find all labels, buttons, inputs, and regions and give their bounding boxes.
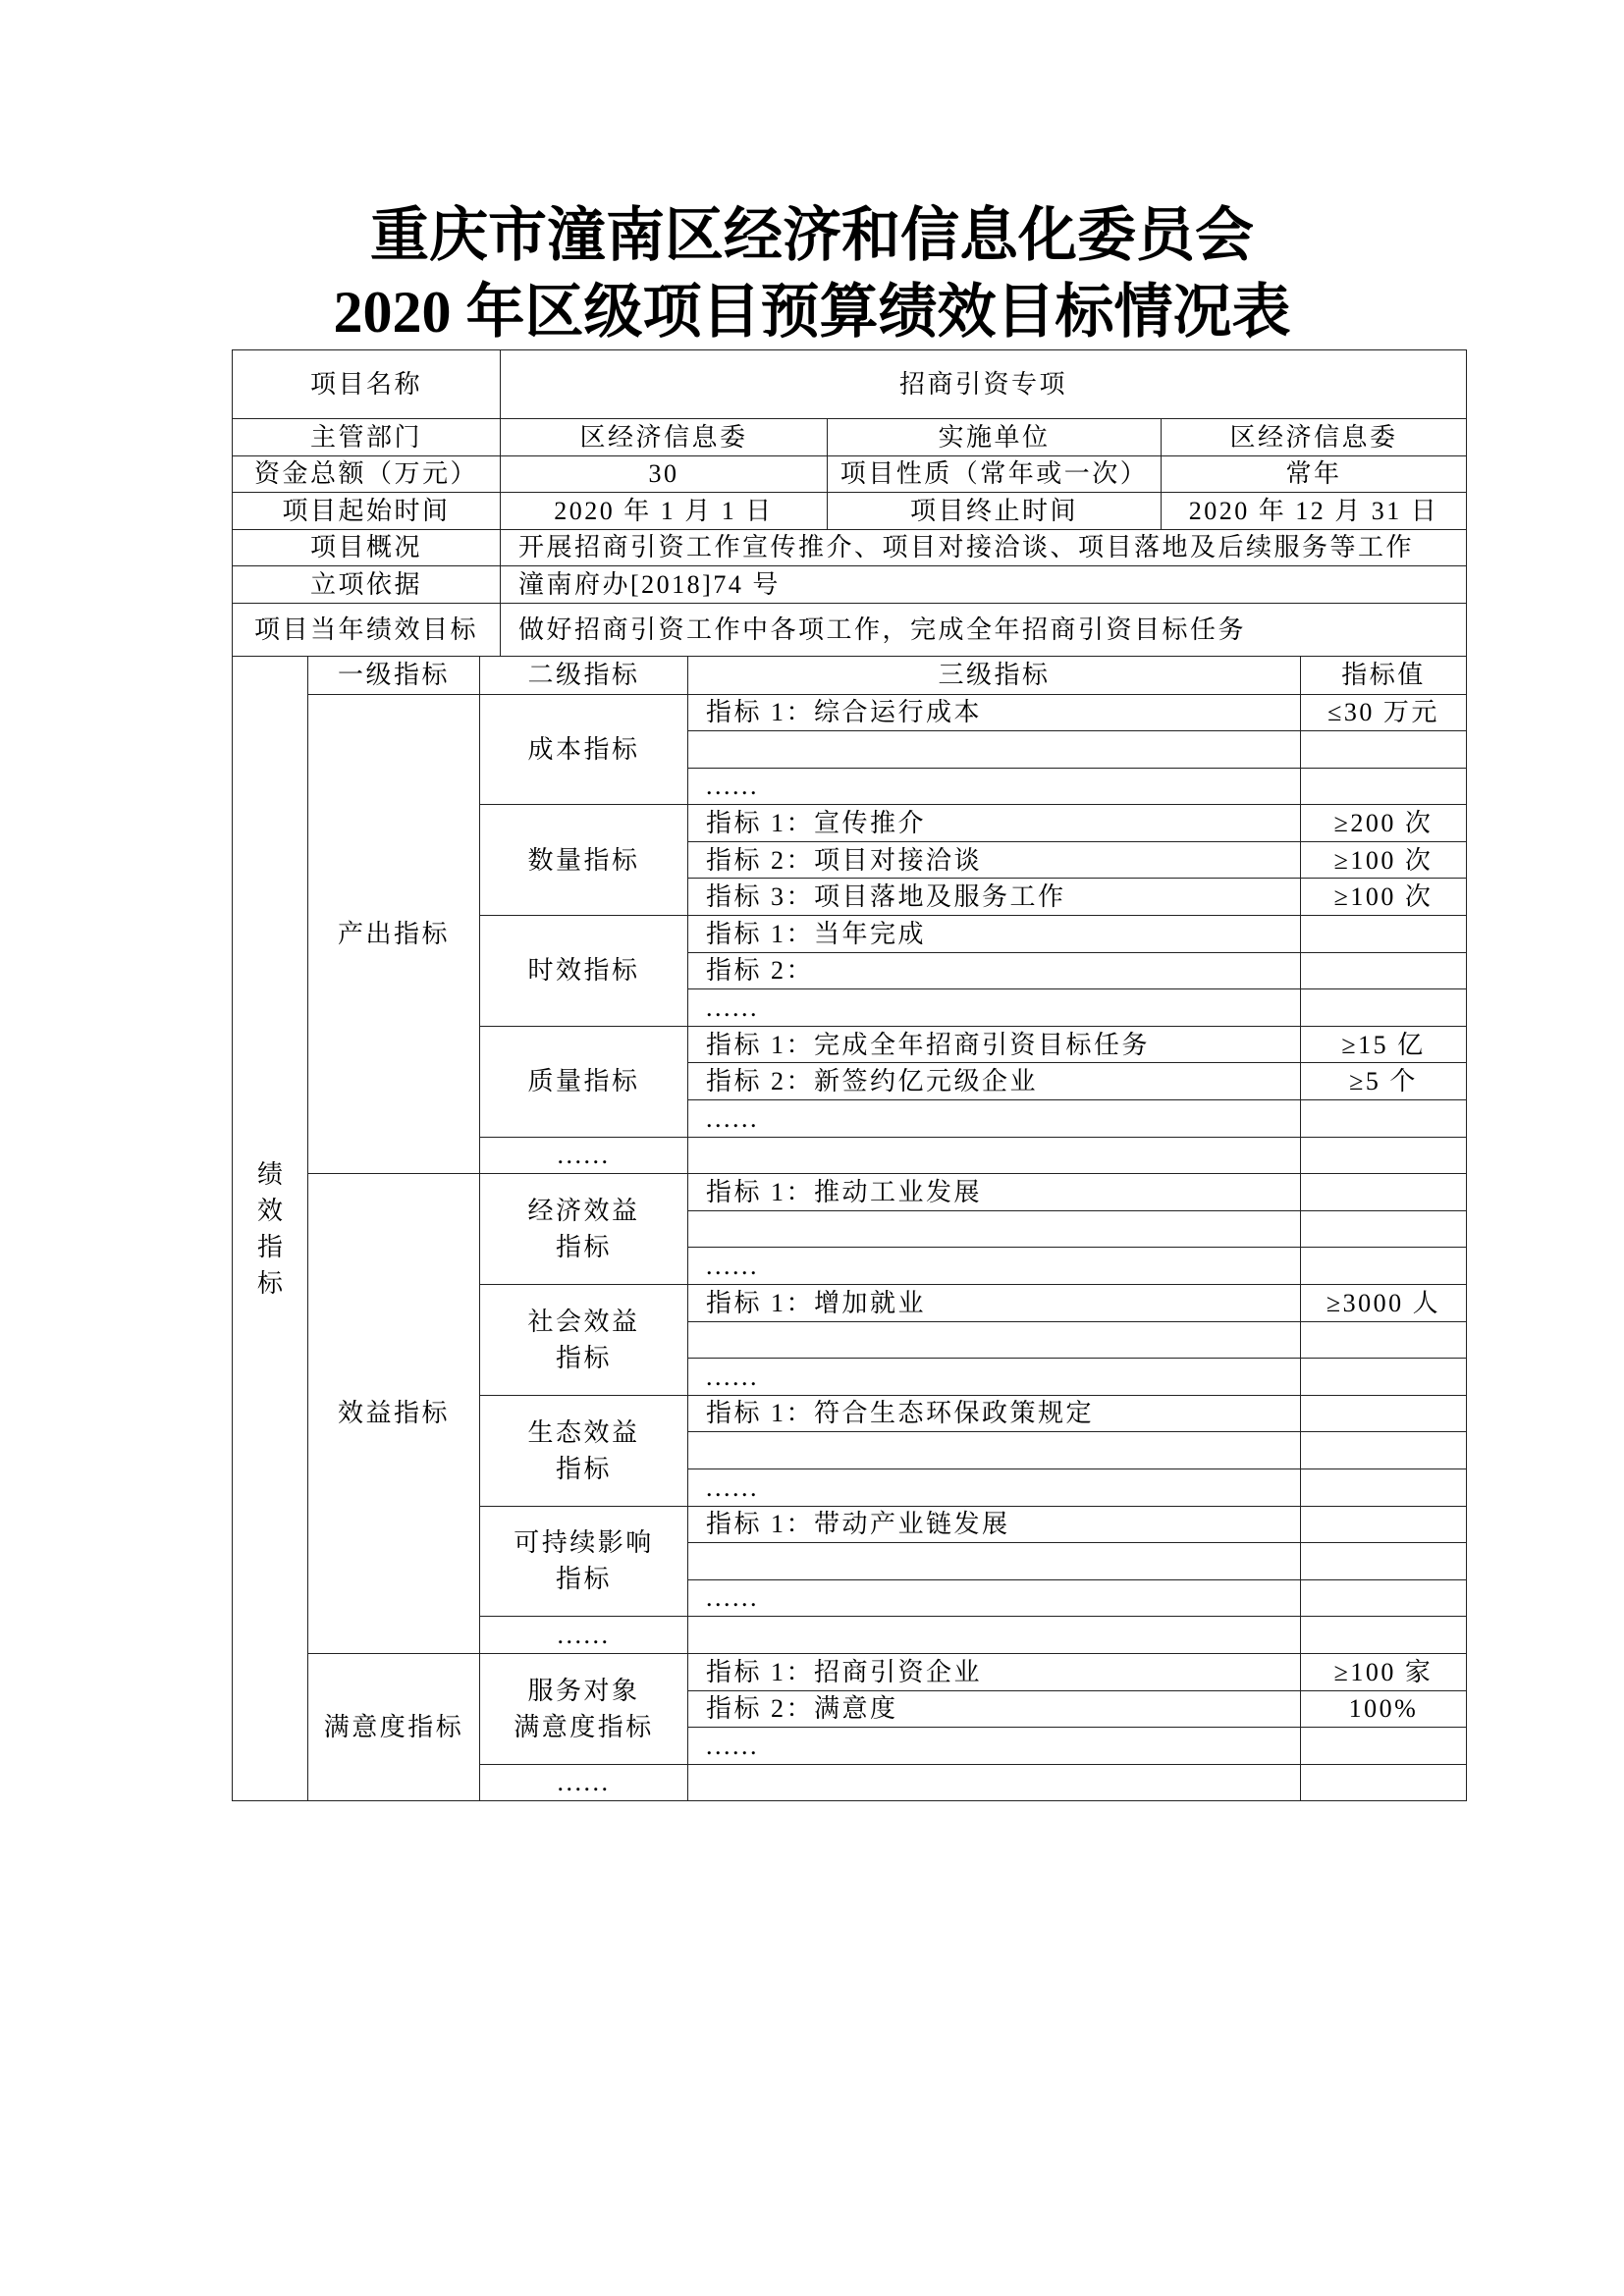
- indicator-name: ......: [688, 1100, 1301, 1138]
- indicator-value-empty: [1301, 989, 1467, 1027]
- nature-label: 项目性质（常年或一次）: [828, 456, 1162, 493]
- period-row: [233, 493, 1467, 530]
- level1-benefit: 效益指标: [308, 1174, 480, 1654]
- project-name-value: 招商引资专项: [501, 350, 1467, 419]
- basis-row: [233, 566, 1467, 604]
- table-row: [233, 694, 1467, 731]
- level2-timeliness: 时效指标: [480, 916, 688, 1027]
- level2-header: 二级指标: [480, 657, 688, 694]
- goal-label: 项目当年绩效目标: [233, 604, 501, 657]
- basis-value: 潼南府办[2018]74 号: [501, 566, 1467, 604]
- overview-label: 项目概况: [233, 530, 501, 566]
- fund-label: 资金总额（万元）: [233, 456, 501, 493]
- indicator-value: ≥100 次: [1301, 879, 1467, 916]
- indicator-name: 指标 2：满意度: [688, 1690, 1301, 1728]
- table-row: [233, 1653, 1467, 1690]
- indicator-name-empty: [688, 1543, 1301, 1580]
- dept-label: 主管部门: [233, 419, 501, 456]
- indicator-name-empty: [688, 1137, 1301, 1174]
- level1-output: 产出指标: [308, 694, 480, 1174]
- indicator-name: 指标 1：宣传推介: [688, 805, 1301, 842]
- overview-row: [233, 530, 1467, 566]
- nature-value: 常年: [1162, 456, 1467, 493]
- indicator-value: ≥5 个: [1301, 1063, 1467, 1100]
- indicator-value-empty: [1301, 1506, 1467, 1543]
- level1-satisfaction: 满意度指标: [308, 1653, 480, 1800]
- overview-value: 开展招商引资工作宣传推介、项目对接洽谈、项目落地及后续服务等工作: [501, 530, 1467, 566]
- indicator-value-empty: [1301, 952, 1467, 989]
- dept-value: 区经济信息委: [501, 419, 828, 456]
- indicator-name: ......: [688, 1359, 1301, 1396]
- indicator-value-empty: [1301, 1728, 1467, 1765]
- level2-benefit-more: ......: [480, 1617, 688, 1654]
- indicator-value-empty: [1301, 1210, 1467, 1248]
- indicator-value-empty: [1301, 731, 1467, 769]
- indicator-value: ≥200 次: [1301, 805, 1467, 842]
- project-name-label: 项目名称: [233, 350, 501, 419]
- indicator-value-empty: [1301, 1395, 1467, 1432]
- project-name-row: [233, 350, 1467, 419]
- level2-economic: 经济效益 指标: [480, 1174, 688, 1285]
- goal-row: [233, 604, 1467, 657]
- indicator-name-empty: [688, 731, 1301, 769]
- level3-header: 三级指标: [688, 657, 1301, 694]
- indicator-value-empty: [1301, 1543, 1467, 1580]
- indicator-value: ≥100 家: [1301, 1653, 1467, 1690]
- indicator-value-empty: [1301, 1248, 1467, 1285]
- indicator-value: ≥3000 人: [1301, 1285, 1467, 1322]
- indicator-name: 指标 1：带动产业链发展: [688, 1506, 1301, 1543]
- indicator-value-empty: [1301, 1432, 1467, 1469]
- indicator-value-empty: [1301, 1359, 1467, 1396]
- indicator-name: 指标 1：增加就业: [688, 1285, 1301, 1322]
- indicator-name: 指标 2：新签约亿元级企业: [688, 1063, 1301, 1100]
- indicator-value-empty: [1301, 768, 1467, 805]
- level2-sustainable: 可持续影响 指标: [480, 1506, 688, 1617]
- indicator-name: ......: [688, 1728, 1301, 1765]
- level1-header: 一级指标: [308, 657, 480, 694]
- indicator-name: 指标 1：符合生态环保政策规定: [688, 1395, 1301, 1432]
- indicator-name: 指标 1：推动工业发展: [688, 1174, 1301, 1211]
- indicator-value-empty: [1301, 1468, 1467, 1506]
- document-title: [0, 197, 1624, 350]
- indicator-name: 指标 3：项目落地及服务工作: [688, 879, 1301, 916]
- department-row: [233, 419, 1467, 456]
- title-line-1: 重庆市潼南区经济和信息化委员会: [370, 203, 1254, 268]
- indicator-value-empty: [1301, 1764, 1467, 1801]
- indicator-name: 指标 1：当年完成: [688, 916, 1301, 953]
- indicator-table: [232, 657, 1467, 1801]
- level2-cost: 成本指标: [480, 694, 688, 805]
- indicator-name: 指标 2：项目对接洽谈: [688, 841, 1301, 879]
- end-value: 2020 年 12 月 31 日: [1162, 493, 1467, 530]
- indicator-name: 指标 1：完成全年招商引资目标任务: [688, 1026, 1301, 1063]
- indicator-name-empty: [688, 1321, 1301, 1359]
- indicator-value-empty: [1301, 1100, 1467, 1138]
- fund-row: [233, 456, 1467, 493]
- start-value: 2020 年 1 月 1 日: [501, 493, 828, 530]
- indicator-name: ......: [688, 989, 1301, 1027]
- level2-output-more: ......: [480, 1137, 688, 1174]
- indicator-name: 指标 1：综合运行成本: [688, 694, 1301, 731]
- level2-quality: 质量指标: [480, 1026, 688, 1137]
- fund-value: 30: [501, 456, 828, 493]
- indicator-name: 指标 2：: [688, 952, 1301, 989]
- project-info-table: [232, 349, 1467, 657]
- start-label: 项目起始时间: [233, 493, 501, 530]
- indicator-value-empty: [1301, 1321, 1467, 1359]
- indicator-value: ≥100 次: [1301, 841, 1467, 879]
- indicator-name-empty: [688, 1617, 1301, 1654]
- indicator-name-empty: [688, 1764, 1301, 1801]
- indicator-value-empty: [1301, 1617, 1467, 1654]
- indicator-name-empty: [688, 1432, 1301, 1469]
- level2-social: 社会效益 指标: [480, 1285, 688, 1396]
- title-line-2: 2020 年区级项目预算绩效目标情况表: [333, 280, 1291, 345]
- indicator-name-empty: [688, 1210, 1301, 1248]
- basis-label: 立项依据: [233, 566, 501, 604]
- level2-satisfaction-more: ......: [480, 1764, 688, 1801]
- goal-value: 做好招商引资工作中各项工作，完成全年招商引资目标任务: [501, 604, 1467, 657]
- indicator-name: ......: [688, 1579, 1301, 1617]
- end-label: 项目终止时间: [828, 493, 1162, 530]
- level2-service-satisfaction: 服务对象 满意度指标: [480, 1653, 688, 1764]
- performance-indicators-cell: [233, 657, 308, 1801]
- level2-quantity: 数量指标: [480, 805, 688, 916]
- table-row: [233, 1174, 1467, 1211]
- indicator-value: ≥15 亿: [1301, 1026, 1467, 1063]
- indicator-value: 100%: [1301, 1690, 1467, 1728]
- indicator-name: ......: [688, 768, 1301, 805]
- indicator-value-empty: [1301, 916, 1467, 953]
- impl-unit-label: 实施单位: [828, 419, 1162, 456]
- level2-ecological: 生态效益 指标: [480, 1395, 688, 1506]
- indicator-name: 指标 1：招商引资企业: [688, 1653, 1301, 1690]
- indicator-value-empty: [1301, 1137, 1467, 1174]
- indicator-value: ≤30 万元: [1301, 694, 1467, 731]
- budget-performance-sheet: [232, 349, 1466, 1801]
- indicator-name: ......: [688, 1248, 1301, 1285]
- impl-unit-value: 区经济信息委: [1162, 419, 1467, 456]
- indicator-value-empty: [1301, 1174, 1467, 1211]
- indicator-header-row: [233, 657, 1467, 694]
- indicator-name: ......: [688, 1468, 1301, 1506]
- value-header: 指标值: [1301, 657, 1467, 694]
- performance-indicators-label: 绩效指标: [257, 1159, 284, 1298]
- indicator-value-empty: [1301, 1579, 1467, 1617]
